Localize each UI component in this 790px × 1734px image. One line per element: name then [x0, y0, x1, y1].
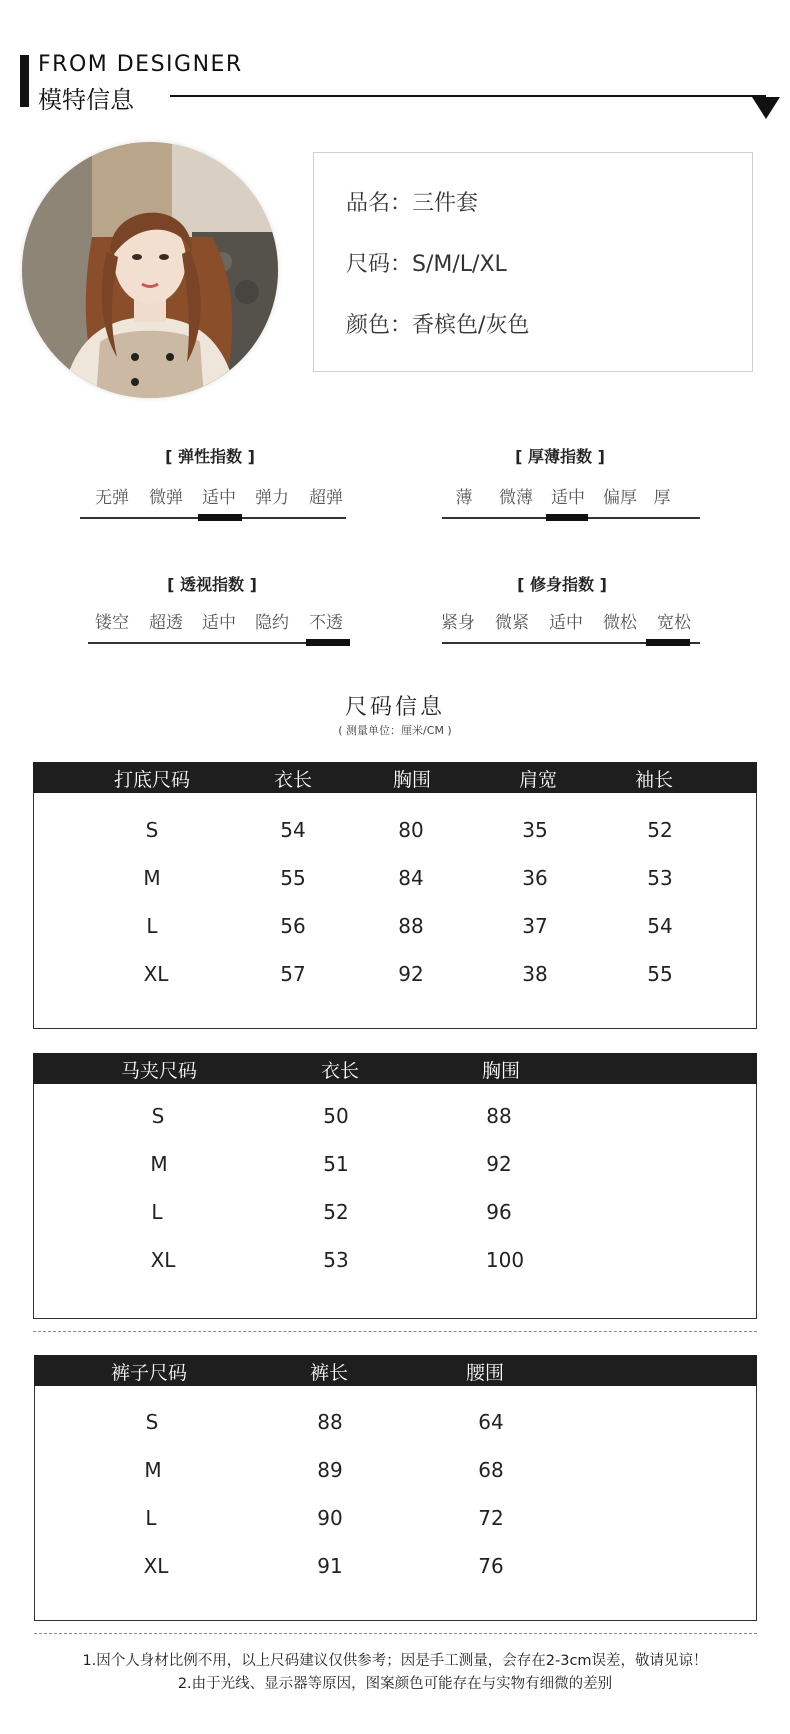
transparency-option: 超透	[149, 613, 183, 633]
table-cell: S	[145, 1410, 159, 1434]
table-cell: 54	[280, 818, 306, 842]
transparency-option: 隐约	[255, 613, 289, 633]
fit-option: 紧身	[441, 613, 475, 633]
dashed-divider	[34, 1633, 757, 1634]
elasticity-option: 超弹	[309, 488, 343, 508]
header-english-title: FROM DESIGNER	[38, 52, 243, 77]
table-cell: 96	[486, 1200, 512, 1224]
table-cell: 80	[398, 818, 424, 842]
transparency-selected-marker	[306, 639, 350, 646]
table-cell: XL	[150, 1248, 176, 1272]
table-cell: 56	[280, 914, 306, 938]
size-info-unit: ( 测量单位：厘米/CM )	[338, 724, 452, 737]
table-cell: 68	[478, 1458, 504, 1482]
thickness-option: 微薄	[499, 488, 533, 508]
table-cell: L	[145, 1506, 157, 1530]
thickness-option: 薄	[455, 488, 473, 508]
table-cell: 55	[280, 866, 306, 890]
size-note-1: 1.因个人身材比例不用，以上尺码建议仅供参考；因是手工测量，会存在2-3cm误差，敬请见谅！	[82, 1653, 708, 1669]
table-cell: 89	[317, 1458, 343, 1482]
table-header-cell: 腰围	[465, 1362, 504, 1384]
elasticity-option: 适中	[202, 488, 236, 508]
table-cell: 92	[486, 1152, 512, 1176]
thickness-index-title: [ 厚薄指数 ]	[515, 447, 605, 466]
table-cell: M	[143, 866, 161, 890]
table-cell: 38	[522, 962, 548, 986]
table-cell: 53	[647, 866, 673, 890]
table-cell: 72	[478, 1506, 504, 1530]
table-header-cell: 胸围	[392, 769, 431, 791]
elasticity-option: 无弹	[95, 488, 129, 508]
fit-option: 适中	[549, 613, 583, 633]
table-cell: 52	[647, 818, 673, 842]
table-cell: 50	[323, 1104, 349, 1128]
transparency-index-title: [ 透视指数 ]	[167, 575, 257, 594]
table-cell: L	[151, 1200, 163, 1224]
fit-option: 微紧	[495, 613, 529, 633]
table-cell: 53	[323, 1248, 349, 1272]
transparency-option: 适中	[202, 613, 236, 633]
table-cell: 37	[522, 914, 548, 938]
table-header-cell: 肩宽	[518, 769, 557, 791]
table-header-cell: 袖长	[634, 769, 673, 791]
table-cell: M	[144, 1458, 162, 1482]
transparency-option: 镂空	[95, 613, 129, 633]
triangle-down-icon	[752, 97, 780, 119]
table-cell: 90	[317, 1506, 343, 1530]
table-cell: XL	[143, 1554, 169, 1578]
table-header-cell: 胸围	[481, 1060, 520, 1082]
header-chinese-title: 模特信息	[38, 86, 134, 114]
size-note-2: 2.由于光线、显示器等原因，图案颜色可能存在与实物有细微的差别	[177, 1676, 613, 1692]
thickness-option: 适中	[551, 488, 585, 508]
product-sizes: 尺码：S/M/L/XL	[346, 252, 507, 277]
table-cell: 35	[522, 818, 548, 842]
dashed-divider	[33, 1331, 757, 1332]
product-name: 品名：三件套	[346, 191, 479, 216]
table-cell: 36	[522, 866, 548, 890]
thickness-option: 厚	[653, 488, 671, 508]
header-divider	[170, 95, 766, 97]
fit-selected-marker	[646, 639, 690, 646]
table-cell: 88	[317, 1410, 343, 1434]
fit-index-title: [ 修身指数 ]	[517, 575, 607, 594]
table-cell: L	[146, 914, 158, 938]
table-cell: S	[145, 818, 159, 842]
table-cell: 54	[647, 914, 673, 938]
table-header-cell: 马夹尺码	[120, 1060, 197, 1082]
fit-option: 宽松	[657, 613, 691, 633]
table-cell: S	[151, 1104, 165, 1128]
base-size-table	[33, 762, 757, 1029]
table-cell: 57	[280, 962, 306, 986]
elasticity-selected-marker	[198, 514, 242, 521]
size-info-title: 尺码信息	[344, 695, 445, 720]
table-cell: M	[150, 1152, 168, 1176]
table-header-cell: 打底尺码	[113, 769, 190, 791]
table-cell: 51	[323, 1152, 349, 1176]
product-colors: 颜色：香槟色/灰色	[346, 313, 530, 338]
table-cell: 92	[398, 962, 424, 986]
pants-size-table	[34, 1355, 757, 1621]
table-cell: 52	[323, 1200, 349, 1224]
table-cell: 55	[647, 962, 673, 986]
elasticity-option: 弹力	[255, 488, 289, 508]
vest-size-table	[33, 1053, 757, 1319]
table-cell: 88	[486, 1104, 512, 1128]
model-photo-illustration	[22, 142, 278, 398]
table-cell: 88	[398, 914, 424, 938]
table-cell: 76	[478, 1554, 504, 1578]
model-photo	[22, 142, 278, 398]
elasticity-index-title: [ 弹性指数 ]	[165, 447, 255, 466]
header-accent-bar	[20, 55, 29, 107]
elasticity-option: 微弹	[149, 488, 183, 508]
table-cell: 84	[398, 866, 424, 890]
transparency-option: 不透	[309, 613, 343, 633]
table-cell: XL	[143, 962, 169, 986]
table-header-cell: 衣长	[320, 1060, 359, 1082]
table-cell: 100	[485, 1248, 525, 1272]
thickness-selected-marker	[546, 514, 588, 521]
table-header-cell: 衣长	[273, 769, 312, 791]
table-cell: 91	[317, 1554, 343, 1578]
table-header-cell: 裤子尺码	[110, 1362, 187, 1384]
table-cell: 64	[478, 1410, 504, 1434]
fit-option: 微松	[603, 613, 637, 633]
table-header-cell: 裤长	[309, 1362, 348, 1384]
thickness-option: 偏厚	[603, 488, 637, 508]
